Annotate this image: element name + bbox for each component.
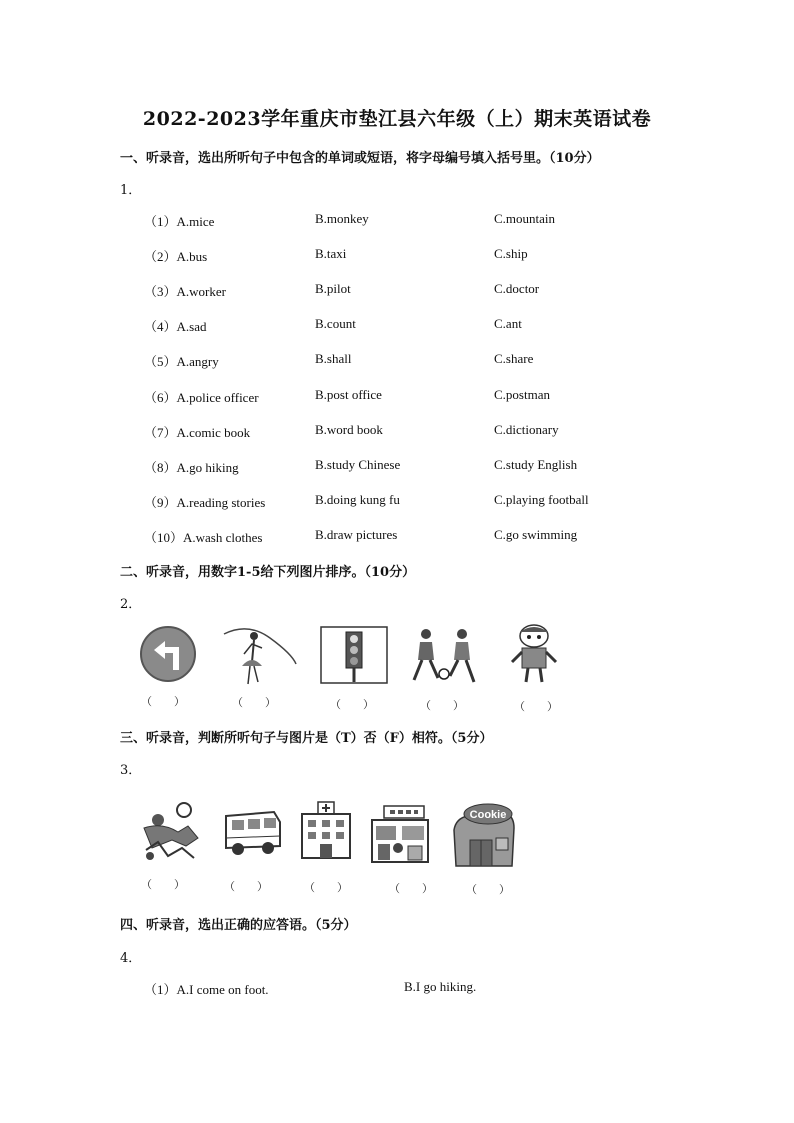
answer-option-b: B.I go hiking.	[404, 979, 477, 994]
answer-paren[interactable]: （ ）	[330, 699, 374, 711]
q1-option-b: B.draw pictures	[315, 527, 398, 542]
answer-paren[interactable]: （ ）	[224, 881, 268, 893]
q1-option-b: B.pilot	[315, 281, 351, 296]
bookstore-icon	[368, 804, 432, 864]
q1-option-a: （8）A.go hiking	[144, 460, 239, 475]
q1-option-c: C.ship	[494, 246, 528, 261]
q1-option-a: （6）A.police officer	[144, 390, 259, 405]
q1-option-c: C.ant	[494, 316, 522, 331]
section-4-heading: 四、听录音，选出正确的应答语。（5分）	[120, 918, 357, 933]
boy-icon	[506, 622, 562, 686]
question-4-number: 4．	[120, 951, 142, 966]
answer-paren[interactable]: （ ）	[304, 882, 348, 894]
q1-option-c: C.share	[494, 351, 534, 366]
q1-option-b: B.monkey	[315, 211, 369, 226]
kids-playing-icon	[138, 798, 204, 864]
q1-option-c: C.postman	[494, 387, 550, 402]
answer-option-a: （1）A.I come on foot.	[144, 982, 269, 997]
answer-paren[interactable]: （ ）	[141, 696, 185, 708]
q1-option-c: C.doctor	[494, 281, 540, 296]
q1-option-a: （4）A.sad	[144, 319, 207, 334]
q1-option-b: B.post office	[315, 387, 382, 402]
hospital-building-icon	[298, 800, 354, 860]
question-1-number: 1．	[120, 183, 142, 198]
q1-option-a: （10）A.wash clothes	[144, 530, 263, 545]
q1-option-c: C.dictionary	[494, 422, 559, 437]
shop-sign-text: Cookie	[469, 809, 507, 821]
answer-paren[interactable]: （ ）	[389, 883, 433, 895]
section-3-heading: 三、听录音，判断所听句子与图片是（T）否（F）相符。（5分）	[120, 731, 493, 746]
answer-paren[interactable]: （ ）	[141, 879, 185, 891]
answer-paren[interactable]: （ ）	[420, 700, 464, 712]
q1-option-a: （7）A.comic book	[144, 425, 251, 440]
cookie-shop-icon	[446, 800, 520, 870]
q1-option-b: B.count	[315, 316, 356, 331]
football-players-icon	[404, 624, 484, 686]
answer-paren[interactable]: （ ）	[466, 884, 510, 896]
q1-option-a: （2）A.bus	[144, 249, 208, 264]
question-3-number: 3．	[120, 763, 142, 778]
q1-option-b: B.study Chinese	[315, 457, 401, 472]
q1-option-b: B.word book	[315, 422, 383, 437]
ribbon-dancer-icon	[218, 620, 298, 688]
q1-option-a: （3）A.worker	[144, 284, 226, 299]
section-2-heading: 二、听录音，用数字1-5给下列图片排序。（10分）	[120, 565, 416, 580]
turn-left-sign-icon	[138, 624, 198, 684]
traffic-light-icon	[320, 626, 388, 684]
q1-option-b: B.doing kung fu	[315, 492, 400, 507]
section-1-heading: 一、听录音，选出所听句子中包含的单词或短语，将字母编号填入括号里。（10分）	[120, 151, 600, 166]
bus-icon	[220, 808, 284, 858]
answer-paren[interactable]: （ ）	[232, 697, 276, 709]
question-2-number: 2．	[120, 597, 142, 612]
page-title: 2022-2023学年重庆市垫江县六年级（上）期末英语试卷	[142, 108, 652, 130]
q1-option-c: C.study English	[494, 457, 578, 472]
q1-option-c: C.playing football	[494, 492, 589, 507]
q1-option-a: （5）A.angry	[144, 354, 219, 369]
answer-paren[interactable]: （ ）	[514, 701, 558, 713]
q1-option-c: C.go swimming	[494, 527, 578, 542]
q1-option-b: B.shall	[315, 351, 352, 366]
q1-option-b: B.taxi	[315, 246, 347, 261]
q1-option-a: （1）A.mice	[144, 214, 215, 229]
q1-option-a: （9）A.reading stories	[144, 495, 266, 510]
q1-option-c: C.mountain	[494, 211, 556, 226]
